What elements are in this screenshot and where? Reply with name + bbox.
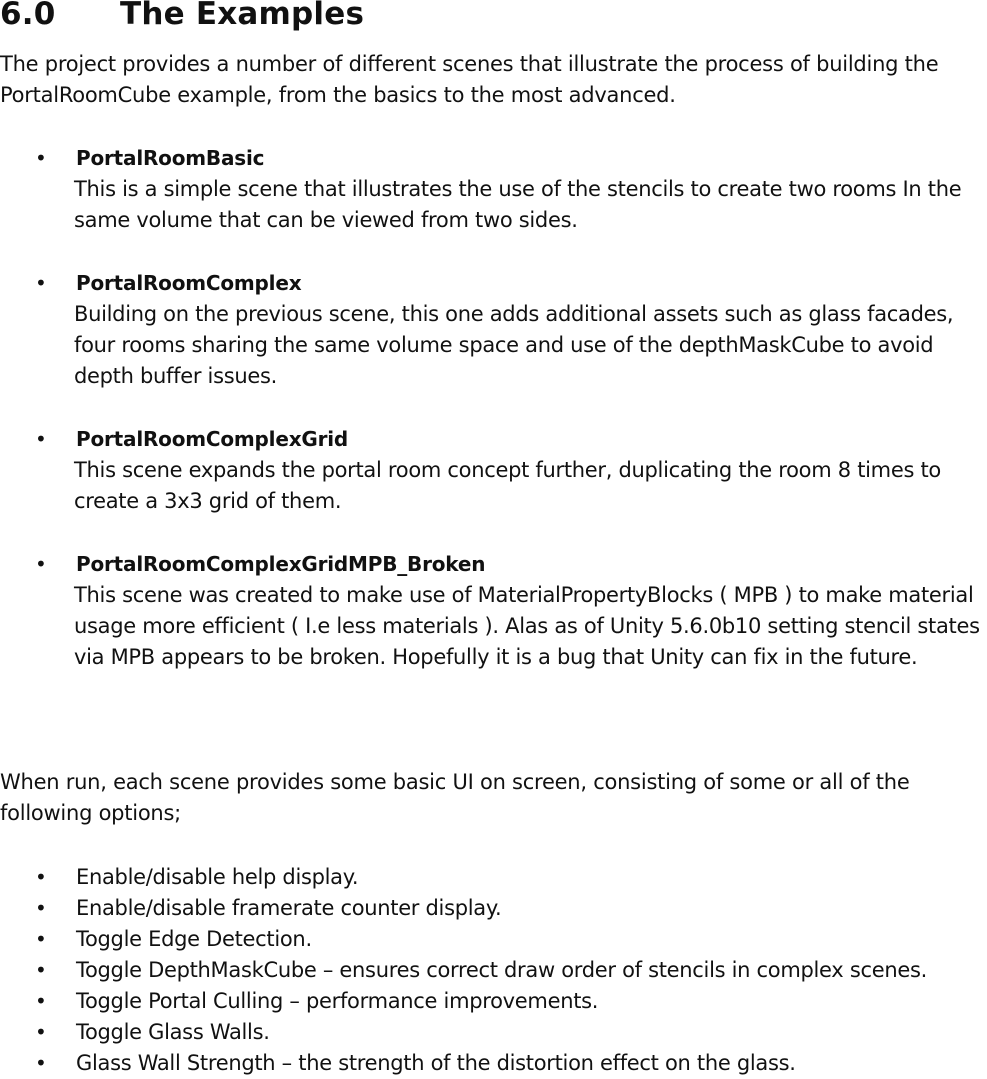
option-item — [0, 862, 987, 893]
bullet-icon: • — [35, 146, 47, 170]
option-item — [0, 955, 987, 986]
options-list — [0, 862, 987, 1079]
scene-title: PortalRoomComplexGrid — [76, 427, 349, 451]
bullet-icon: • — [35, 958, 47, 982]
section-title: The Examples — [120, 0, 365, 32]
scene-description: This is a simple scene that illustrates the use of the stencils to create two rooms In the same volume that can be viewed from two sides. — [74, 177, 962, 232]
bullet-icon: • — [35, 271, 47, 295]
scene-title: PortalRoomBasic — [76, 146, 265, 170]
section-number: 6.0 — [0, 0, 56, 32]
bullet-icon: • — [35, 427, 47, 451]
option-text: Enable/disable help display. — [76, 865, 359, 889]
scene-title: PortalRoomComplexGridMPB_Broken — [76, 552, 486, 576]
bullet-icon: • — [35, 1051, 47, 1075]
bullet-icon: • — [35, 927, 47, 951]
bullet-icon: • — [35, 896, 47, 920]
option-item — [0, 924, 987, 955]
option-item — [0, 1048, 987, 1079]
option-item — [0, 986, 987, 1017]
intro-paragraph: The project provides a number of different scenes that illustrate the process of building the PortalRoomCube example, from the basics to the most advanced. — [0, 52, 939, 107]
section-heading — [0, 0, 364, 32]
bullet-icon: • — [35, 865, 47, 889]
option-text: Toggle Glass Walls. — [76, 1020, 270, 1044]
option-item — [0, 893, 987, 924]
scene-description: This scene expands the portal room concept further, duplicating the room 8 times to create a 3x3 grid of them. — [74, 458, 941, 513]
bullet-icon: • — [35, 1020, 47, 1044]
option-text: Toggle Portal Culling – performance improvements. — [76, 989, 599, 1013]
bullet-icon: • — [35, 552, 47, 576]
option-item — [0, 1017, 987, 1048]
option-text: Glass Wall Strength – the strength of the distortion effect on the glass. — [76, 1051, 796, 1075]
option-text: Toggle Edge Detection. — [76, 927, 312, 951]
scene-description: Building on the previous scene, this one adds additional assets such as glass facades, four rooms sharing the same volume space and use of the depthMaskCube to avoid depth buffer issues. — [74, 302, 954, 388]
scene-description: This scene was created to make use of MaterialPropertyBlocks ( MPB ) to make material usage more efficient ( I.e less materials ). Alas as of Unity 5.6.0b10 setting stencil states via MPB appears to be broken. Hopefully it is a bug that Unity can fix in the future. — [74, 583, 980, 669]
option-text: Enable/disable framerate counter display. — [76, 896, 502, 920]
option-text: Toggle DepthMaskCube – ensures correct draw order of stencils in complex scenes. — [76, 958, 927, 982]
scene-title: PortalRoomComplex — [76, 271, 302, 295]
bullet-icon: • — [35, 989, 47, 1013]
run-intro-paragraph: When run, each scene provides some basic UI on screen, consisting of some or all of the following options; — [0, 770, 910, 825]
